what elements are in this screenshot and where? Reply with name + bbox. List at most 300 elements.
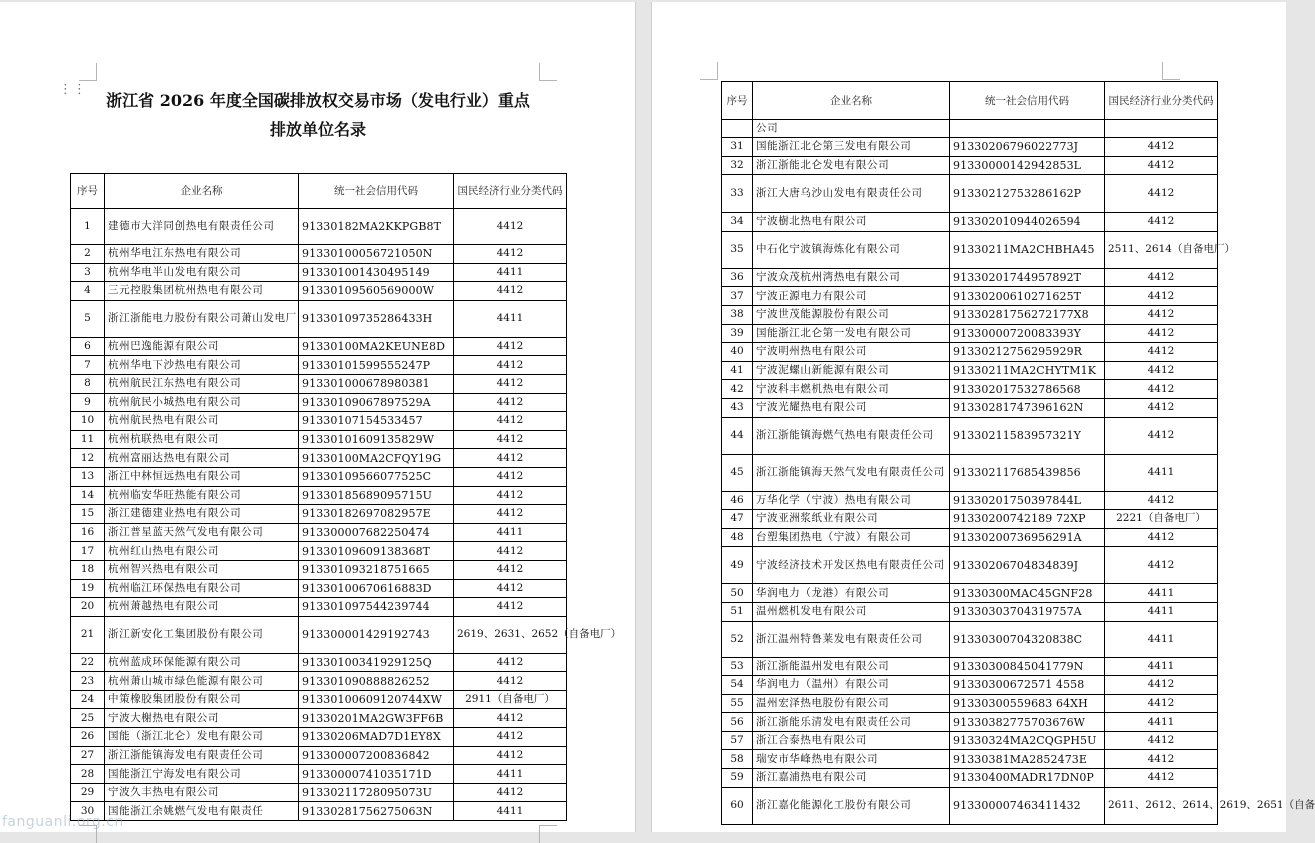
cell-no: 46 (722, 491, 753, 510)
table-row (71, 616, 567, 653)
cell-no: 32 (722, 156, 753, 175)
cell-no: 23 (71, 672, 105, 691)
cell-name: 杭州航民小城热电有限公司 (105, 393, 299, 412)
table-row (722, 305, 1218, 324)
cell-code: 91330109609138368T (299, 542, 454, 561)
cell-no: 10 (71, 412, 105, 431)
cell-industry: 4412 (1105, 138, 1218, 157)
cell-code: 91330109067897529A (299, 393, 454, 412)
table-row (722, 713, 1218, 732)
table-row (71, 598, 567, 617)
cell-industry: 4412 (454, 505, 567, 524)
cell-no: 17 (71, 542, 105, 561)
cell-name: 浙江普星蓝天然气发电有限公司 (105, 523, 299, 542)
cell-code: 913302117685439856 (950, 454, 1105, 491)
document-page-left (0, 2, 636, 832)
cell-industry: 4412 (454, 393, 567, 412)
cell-industry: 4412 (454, 560, 567, 579)
cell-industry: 4412 (1105, 343, 1218, 362)
table-row (722, 584, 1218, 603)
cell-no: 34 (722, 213, 753, 232)
cell-industry: 4412 (454, 209, 567, 245)
cell-no: 33 (722, 175, 753, 213)
cell-name: 温州燃机发电有限公司 (753, 602, 950, 621)
cell-name: 浙江浙能温州发电有限公司 (753, 657, 950, 676)
cell-industry: 4411 (454, 523, 567, 542)
cell-no: 26 (71, 728, 105, 747)
cell-no: 44 (722, 417, 753, 454)
cell-code: 91330201750397844L (950, 491, 1105, 510)
cell-code: 91330206704834839J (950, 547, 1105, 584)
cell-no: 60 (722, 787, 753, 824)
table-row (722, 138, 1218, 157)
cell-code: 913301000678980381 (299, 374, 454, 393)
cell-code: 91330201MA2GW3FF6B (299, 709, 454, 728)
cell-code: 91330000741035171D (299, 765, 454, 784)
cell-industry: 4412 (454, 709, 567, 728)
cell-industry: 4411 (1105, 621, 1218, 657)
table-row (722, 731, 1218, 750)
cell-name: 中策橡胶集团股份有限公司 (105, 690, 299, 709)
header-industry: 国民经济行业分类代码 (454, 174, 567, 209)
drag-handle-icon[interactable]: ⋮⋮ (59, 82, 87, 97)
table-row (71, 467, 567, 486)
cell-no: 12 (71, 449, 105, 468)
cell-name: 温州宏泽热电股份有限公司 (753, 694, 950, 713)
cell-industry: 4412 (454, 542, 567, 561)
page-corner-mark (1162, 62, 1180, 80)
table-row (722, 491, 1218, 510)
cell-industry: 4412 (1105, 750, 1218, 769)
cell-no: 53 (722, 657, 753, 676)
cell-industry: 4412 (454, 653, 567, 672)
cell-industry: 4412 (454, 449, 567, 468)
header-no: 序号 (71, 174, 105, 209)
cell-industry: 4412 (1105, 676, 1218, 695)
cell-code: 91330100341929125Q (299, 653, 454, 672)
cell-industry: 4412 (454, 245, 567, 264)
cell-name: 宁波泥螺山新能源有限公司 (753, 361, 950, 380)
table-row (722, 621, 1218, 657)
cell-code: 913300001429192743 (299, 616, 454, 653)
table-row (722, 175, 1218, 213)
cell-code: 91330382775703676W (950, 713, 1105, 732)
header-code: 统一社会信用代码 (950, 82, 1105, 120)
cell-industry: 4412 (454, 728, 567, 747)
cell-industry: 4412 (1105, 694, 1218, 713)
cell-no: 40 (722, 343, 753, 362)
cell-no: 43 (722, 398, 753, 417)
cell-industry: 4412 (1105, 769, 1218, 788)
cell-no: 21 (71, 616, 105, 653)
cell-code (950, 120, 1105, 138)
cell-code: 91330201744957892T (950, 268, 1105, 287)
page-corner-mark (79, 63, 97, 81)
table-row (71, 282, 567, 301)
cell-code: 91330101599555247P (299, 356, 454, 375)
cell-no: 48 (722, 528, 753, 547)
cell-name: 浙江嘉浦热电有限公司 (753, 769, 950, 788)
table-row (722, 528, 1218, 547)
cell-no: 58 (722, 750, 753, 769)
cell-no: 7 (71, 356, 105, 375)
cell-no: 22 (71, 653, 105, 672)
cell-industry: 4412 (454, 356, 567, 375)
cell-name: 国能浙江北仑第一发电有限公司 (753, 324, 950, 343)
cell-no: 4 (71, 282, 105, 301)
cell-code: 913301097544239744 (299, 598, 454, 617)
cell-code: 913300007200836842 (299, 746, 454, 765)
cell-industry: 2221（自备电厂） (1105, 510, 1218, 529)
cell-industry: 4412 (454, 783, 567, 802)
cell-name: 杭州杭联热电有限公司 (105, 430, 299, 449)
cell-no: 9 (71, 393, 105, 412)
cell-industry: 4412 (454, 337, 567, 356)
document-page-right (651, 2, 1315, 832)
cell-no: 31 (722, 138, 753, 157)
cell-no: 35 (722, 231, 753, 268)
cell-industry: 4412 (1105, 324, 1218, 343)
cell-code: 913302010944026594 (950, 213, 1105, 232)
cell-no: 57 (722, 731, 753, 750)
title-line-1: 浙江省 2026 年度全国碳排放权交易市场（发电行业）重点 (106, 91, 530, 110)
cell-no: 54 (722, 676, 753, 695)
cell-name: 宁波光耀热电有限公司 (753, 398, 950, 417)
table-row (722, 287, 1218, 306)
cell-industry: 4411 (1105, 657, 1218, 676)
table-row (71, 486, 567, 505)
cell-code: 91330300704320838C (950, 621, 1105, 657)
cell-name: 国能浙江余姚燃气发电有限责任 (105, 802, 299, 821)
cell-no: 20 (71, 598, 105, 617)
cell-name: 杭州蓝成环保能源有限公司 (105, 653, 299, 672)
cell-name: 华润电力（温州）有限公司 (753, 676, 950, 695)
cell-industry: 4412 (1105, 287, 1218, 306)
cell-no: 3 (71, 263, 105, 282)
cell-name: 宁波正源电力有限公司 (753, 287, 950, 306)
cell-industry: 2911（自备电厂） (454, 690, 567, 709)
table-row (71, 300, 567, 337)
cell-no: 37 (722, 287, 753, 306)
cell-no: 6 (71, 337, 105, 356)
cell-industry: 4412 (1105, 491, 1218, 510)
table-row (722, 156, 1218, 175)
table-row (722, 769, 1218, 788)
table-row (71, 449, 567, 468)
cell-name: 杭州华电半山发电有限公司 (105, 263, 299, 282)
cell-code: 91330281756272177X8 (950, 305, 1105, 324)
cell-industry: 2619、2631、2652（自备电厂） (454, 616, 567, 653)
header-industry: 国民经济行业分类代码 (1105, 82, 1218, 120)
cell-name: 宁波科丰燃机热电有限公司 (753, 380, 950, 399)
watermark-text: fanguanli.org.cn (2, 814, 124, 830)
cell-name: 国能（浙江北仑）发电有限公司 (105, 728, 299, 747)
cell-code: 91330107154533457 (299, 412, 454, 431)
cell-name: 浙江新安化工集团股份有限公司 (105, 616, 299, 653)
table-row (71, 356, 567, 375)
cell-code: 91330200736956291A (950, 528, 1105, 547)
cell-code: 91330211MA2CHBHA45 (950, 231, 1105, 268)
cell-industry: 4412 (1105, 380, 1218, 399)
cell-name: 杭州华电下沙热电有限公司 (105, 356, 299, 375)
cell-name: 宁波樹北热电有限公司 (753, 213, 950, 232)
cell-name: 浙江温州特鲁莱发电有限责任公司 (753, 621, 950, 657)
table-row (71, 746, 567, 765)
table-row (71, 783, 567, 802)
table-row (71, 430, 567, 449)
cell-industry: 4412 (454, 746, 567, 765)
cell-code: 91330300845041779N (950, 657, 1105, 676)
cell-name: 公司 (753, 120, 950, 138)
cell-code: 91330100MA2KEUNE8D (299, 337, 454, 356)
cell-name: 浙江合泰热电有限公司 (753, 731, 950, 750)
cell-name: 台塑集团热电（宁波）有限公司 (753, 528, 950, 547)
cell-code: 913301093218751665 (299, 560, 454, 579)
table-row (722, 417, 1218, 454)
cell-code: 91330206MAD7D1EY8X (299, 728, 454, 747)
cell-name: 中石化宁波镇海炼化有限公司 (753, 231, 950, 268)
cell-name: 杭州巴逸能源有限公司 (105, 337, 299, 356)
table-row (722, 380, 1218, 399)
cell-name: 浙江嘉化能源化工股份有限公司 (753, 787, 950, 824)
cell-industry: 4412 (1105, 361, 1218, 380)
cell-name: 瑞安市华峰热电有限公司 (753, 750, 950, 769)
cell-no: 2 (71, 245, 105, 264)
cell-code: 91330182MA2KKPGB8T (299, 209, 454, 245)
cell-code: 91330300MAC45GNF28 (950, 584, 1105, 603)
table-row (71, 263, 567, 282)
cell-no: 19 (71, 579, 105, 598)
page-corner-mark (539, 63, 557, 81)
cell-name: 浙江大唐乌沙山发电有限责任公司 (753, 175, 950, 213)
title-line-2: 排放单位名录 (269, 120, 366, 139)
cell-name: 宁波大榭热电有限公司 (105, 709, 299, 728)
cell-industry: 4412 (454, 282, 567, 301)
cell-code: 913300007682250474 (299, 523, 454, 542)
table-row (722, 398, 1218, 417)
registry-table-part-2 (721, 81, 1315, 825)
cell-industry: 4411 (1105, 454, 1218, 491)
table-row (722, 343, 1218, 362)
table-row-continuation (722, 120, 1218, 138)
cell-no: 27 (71, 746, 105, 765)
cell-no: 55 (722, 694, 753, 713)
table-row (71, 560, 567, 579)
cell-industry: 4412 (1105, 305, 1218, 324)
cell-code: 91330300672571 4558 (950, 676, 1105, 695)
cell-code: 91330101609135829W (299, 430, 454, 449)
cell-code: 91330211MA2CHYTM1K (950, 361, 1105, 380)
cell-no: 42 (722, 380, 753, 399)
table-row (722, 676, 1218, 695)
table-row (71, 393, 567, 412)
table-row (71, 728, 567, 747)
table-row (71, 690, 567, 709)
cell-industry: 4412 (1105, 547, 1218, 584)
cell-name: 建德市大洋同创热电有限责任公司 (105, 209, 299, 245)
cell-code: 91330206796022773J (950, 138, 1105, 157)
cell-no: 50 (722, 584, 753, 603)
cell-code: 91330211728095073U (299, 783, 454, 802)
cell-code: 91330212756295929R (950, 343, 1105, 362)
cell-no: 47 (722, 510, 753, 529)
cell-code: 91330109560569000W (299, 282, 454, 301)
table-row (722, 268, 1218, 287)
cell-code: 91330109566077525C (299, 467, 454, 486)
cell-industry: 4411 (1105, 584, 1218, 603)
cell-no: 52 (722, 621, 753, 657)
cell-name: 浙江浙能镇海燃气热电有限责任公司 (753, 417, 950, 454)
cell-industry: 4411 (1105, 713, 1218, 732)
cell-no: 30 (71, 802, 105, 821)
cell-code: 913302017532786568 (950, 380, 1105, 399)
cell-name: 三元控股集团杭州热电有限公司 (105, 282, 299, 301)
page-corner-mark (700, 62, 718, 80)
cell-industry: 4412 (454, 672, 567, 691)
table-row (722, 324, 1218, 343)
cell-no: 15 (71, 505, 105, 524)
cell-no: 51 (722, 602, 753, 621)
cell-no: 13 (71, 467, 105, 486)
cell-no: 29 (71, 783, 105, 802)
cell-code: 91330100MA2CFQY19G (299, 449, 454, 468)
cell-code: 913301090888826252 (299, 672, 454, 691)
cell-name: 宁波久丰热电有限公司 (105, 783, 299, 802)
header-no: 序号 (722, 82, 753, 120)
cell-code: 91330100670616883D (299, 579, 454, 598)
table-row (722, 547, 1218, 584)
cell-name: 宁波经济技术开发区热电有限责任公司 (753, 547, 950, 584)
cell-no: 8 (71, 374, 105, 393)
cell-no: 41 (722, 361, 753, 380)
cell-no: 5 (71, 300, 105, 337)
cell-name: 杭州萧越热电有限公司 (105, 598, 299, 617)
cell-name: 杭州智兴热电有限公司 (105, 560, 299, 579)
table-row (722, 694, 1218, 713)
cell-name: 杭州华电江东热电有限公司 (105, 245, 299, 264)
cell-name: 杭州萧山城市绿色能源有限公司 (105, 672, 299, 691)
header-name: 企业名称 (105, 174, 299, 209)
cell-industry: 4411 (454, 802, 567, 821)
cell-code: 91330281747396162N (950, 398, 1105, 417)
cell-industry: 4411 (454, 765, 567, 784)
cell-industry: 4412 (454, 486, 567, 505)
cell-name: 杭州富丽达热电有限公司 (105, 449, 299, 468)
table-row (71, 374, 567, 393)
cell-code: 91330200742189 72XP (950, 510, 1105, 529)
cell-industry: 4412 (454, 374, 567, 393)
cell-code: 91330185689095715U (299, 486, 454, 505)
table-row (71, 209, 567, 245)
table-row (71, 523, 567, 542)
cell-no: 24 (71, 690, 105, 709)
cell-industry: 4412 (454, 412, 567, 431)
cell-industry: 4412 (454, 598, 567, 617)
cell-no: 1 (71, 209, 105, 245)
cell-no: 28 (71, 765, 105, 784)
cell-no (722, 120, 753, 138)
table-row (71, 765, 567, 784)
cell-name: 浙江浙能镇海发电有限责任公司 (105, 746, 299, 765)
table-row (71, 802, 567, 821)
cell-code: 91330100609120744XW (299, 690, 454, 709)
table-row (722, 657, 1218, 676)
cell-code: 91330200610271625T (950, 287, 1105, 306)
cell-code: 91330109735286433H (299, 300, 454, 337)
table-row (722, 602, 1218, 621)
table-row (722, 213, 1218, 232)
cell-code: 913301001430495149 (299, 263, 454, 282)
cell-code: 91330182697082957E (299, 505, 454, 524)
document-title (70, 86, 566, 144)
cell-name: 杭州航民江东热电有限公司 (105, 374, 299, 393)
cell-name: 国能浙江宁海发电有限公司 (105, 765, 299, 784)
cell-code: 91330000720083393Y (950, 324, 1105, 343)
cell-code: 91330000142942853L (950, 156, 1105, 175)
cell-name: 浙江中林恒远热电有限公司 (105, 467, 299, 486)
cell-name: 浙江浙能乐清发电有限责任公司 (753, 713, 950, 732)
cell-code: 91330281756275063N (299, 802, 454, 821)
table-row (71, 542, 567, 561)
cell-industry: 2511、2614（自备电厂） (1105, 231, 1218, 268)
cell-no: 36 (722, 268, 753, 287)
table-row (722, 750, 1218, 769)
table-row (71, 579, 567, 598)
cell-no: 14 (71, 486, 105, 505)
table-row (71, 709, 567, 728)
cell-no: 39 (722, 324, 753, 343)
cell-code: 91330300559683 64XH (950, 694, 1105, 713)
cell-name: 浙江浙能电力股份有限公司萧山发电厂 (105, 300, 299, 337)
cell-industry: 2611、2612、2614、2619、2651（自备 (1105, 787, 1218, 824)
cell-industry (1105, 120, 1218, 138)
cell-name: 杭州航民热电有限公司 (105, 412, 299, 431)
cell-no: 25 (71, 709, 105, 728)
table-row (722, 787, 1218, 824)
cell-code: 913300007463411432 (950, 787, 1105, 824)
cell-industry: 4412 (1105, 398, 1218, 417)
cell-industry: 4412 (1105, 731, 1218, 750)
registry-table-part-1 (70, 173, 622, 821)
cell-code: 91330100056721050N (299, 245, 454, 264)
cell-no: 49 (722, 547, 753, 584)
cell-name: 杭州临安华旺热能有限公司 (105, 486, 299, 505)
cell-no: 56 (722, 713, 753, 732)
cell-no: 45 (722, 454, 753, 491)
header-code: 统一社会信用代码 (299, 174, 454, 209)
table-row (71, 672, 567, 691)
cell-industry: 4412 (1105, 528, 1218, 547)
cell-code: 91330381MA2852473E (950, 750, 1105, 769)
cell-code: 91330212753286162P (950, 175, 1105, 213)
table-row (722, 361, 1218, 380)
cell-industry: 4411 (1105, 602, 1218, 621)
cell-code: 91330324MA2CQGPH5U (950, 731, 1105, 750)
cell-no: 38 (722, 305, 753, 324)
cell-no: 11 (71, 430, 105, 449)
cell-name: 宁波世茂能源股份有限公司 (753, 305, 950, 324)
cell-no: 18 (71, 560, 105, 579)
cell-industry: 4412 (1105, 268, 1218, 287)
cell-name: 杭州红山热电有限公司 (105, 542, 299, 561)
cell-name: 浙江建德建业热电有限公司 (105, 505, 299, 524)
table-row (71, 412, 567, 431)
cell-name: 宁波众茂杭州湾热电有限公司 (753, 268, 950, 287)
table-row (722, 454, 1218, 491)
cell-industry: 4412 (1105, 213, 1218, 232)
cell-name: 杭州临江环保热电有限公司 (105, 579, 299, 598)
cell-code: 91330211583957321Y (950, 417, 1105, 454)
